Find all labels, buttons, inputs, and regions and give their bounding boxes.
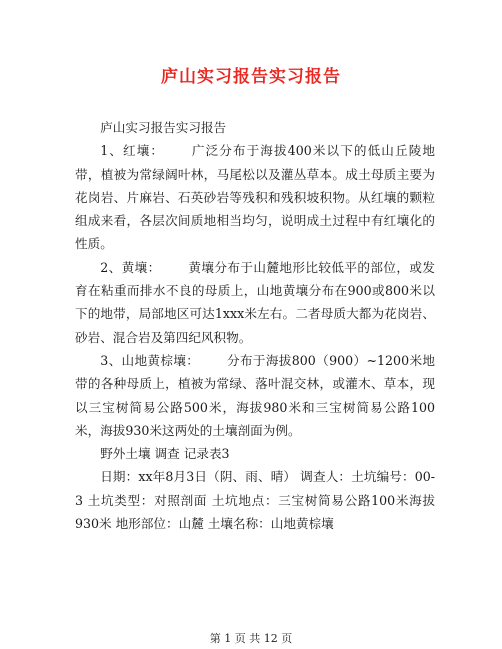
paragraph-heading: 庐山实习报告实习报告 xyxy=(100,120,227,135)
paragraph-text: 分布于海拔800（900）~1200米地带的各种母质上，植被为常绿、落叶混交林，或灌木、草本，现以三宝树简易公路500米，海拔980米和三宝树简易公路100米，海拔930米这两处的土壤剖面为例。 xyxy=(75,352,435,438)
paragraph-label: 3、山地黄棕壤： xyxy=(100,352,200,368)
paragraph-text: 黄壤分布于山麓地形比较低平的部位，或发育在粘重而排水不良的母质上，山地黄壤分布在900或800米以下的地带，局部地区可达1xxx米左右。二者母质大都为花岗岩、砂岩、混合岩及第四纪风积物。 xyxy=(75,259,435,345)
paragraph-text: 广泛分布于海拔400米以下的低山丘陵地带，植被为常绿阔叶林，马尾松以及灌丛草本。成土母质主要为花岗岩、片麻岩、石英砂岩等残积和残积坡积物。从红壤的颗粒组成来看，各层次间质地相当均匀，说明成土过程中有红壤化的性质。 xyxy=(75,143,435,252)
paragraph-record-title: 野外土壤 调查 记录表3 xyxy=(100,446,230,462)
document-title: 庐山实习报告实习报告 xyxy=(161,67,341,87)
document-body xyxy=(75,116,435,535)
paragraph-label: 2、黄壤： xyxy=(100,259,161,275)
paragraph-label: 1、红壤： xyxy=(100,143,165,159)
paragraph-record-details: 日期：xx年8月3日（阴、雨、晴） 调查人：土坑编号：00-3 土坑类型：对照剖面 土坑地点：三宝树简易公路100米海拔930米 地形部位：山麓 土壤名称：山地黄棕壤 xyxy=(75,469,435,532)
paragraph-red-soil xyxy=(75,139,435,255)
paragraph-yellow-soil xyxy=(75,256,435,349)
page-footer: 第 1 页 共 12 页 xyxy=(209,632,293,645)
paragraph-mountain-soil xyxy=(75,349,435,442)
